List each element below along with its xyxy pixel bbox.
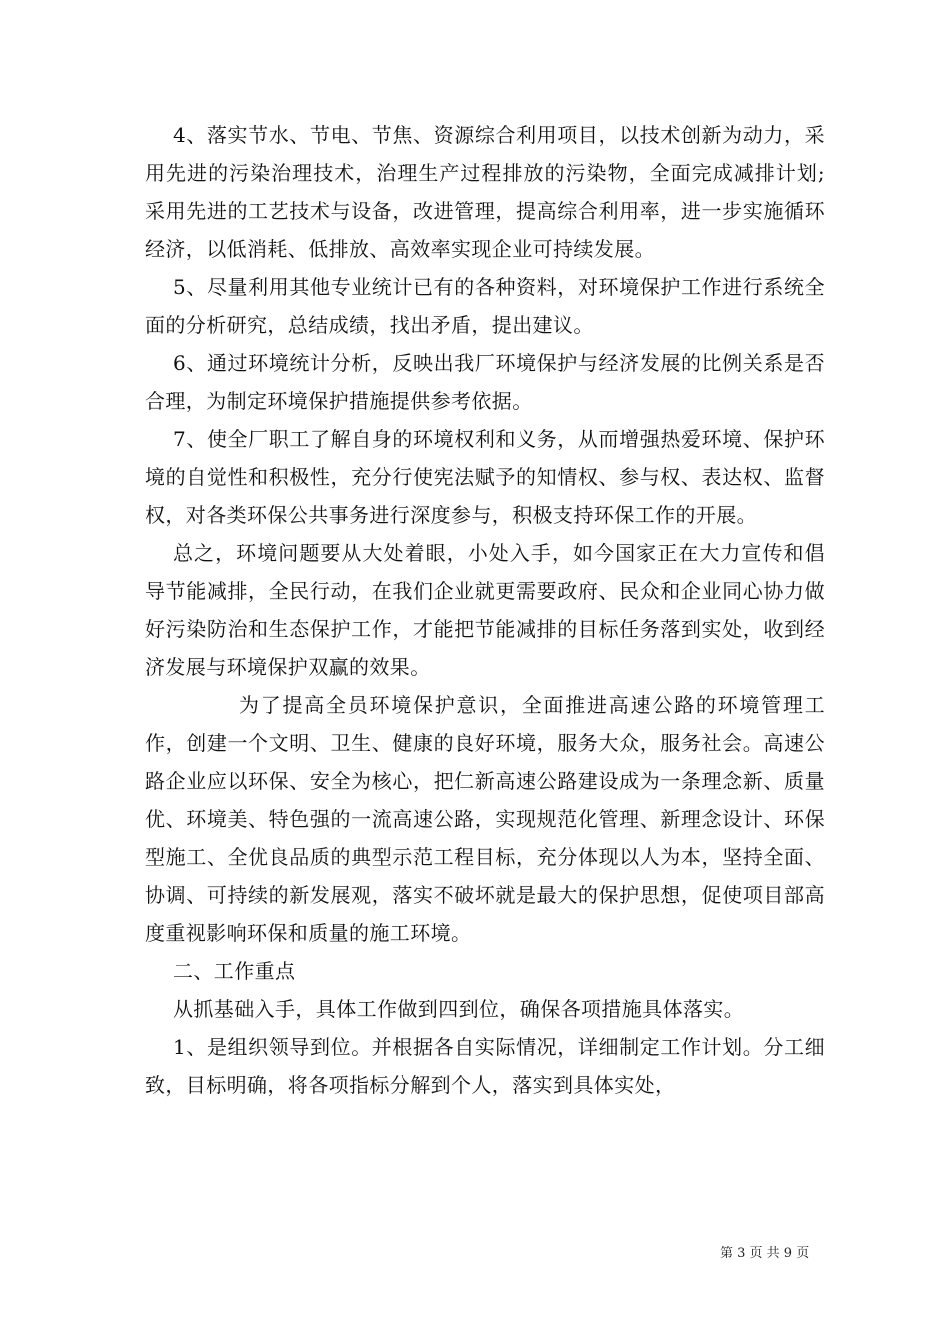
paragraph-item-7: 7、使全厂职工了解自身的环境权利和义务，从而增强热爱环境、保护环境的自觉性和积极性，充分行使宪法赋予的知情权、参与权、表达权、监督权，对各类环保公共事务进行深度参与，积极支持环保工作的开展。 [145, 427, 825, 527]
paragraph-item-1: 1、是组织领导到位。并根据各自实际情况，详细制定工作计划。分工细致，目标明确，将各项指标分解到个人，落实到具体实处， [145, 1035, 825, 1097]
paragraph-item-5: 5、尽量利用其他专业统计已有的各种资料，对环境保护工作进行系统全面的分析研究，总结成绩，找出矛盾，提出建议。 [145, 275, 825, 337]
paragraph-summary: 总之，环境问题要从大处着眼，小处入手，如今国家正在大力宣传和倡导节能减排，全民行动，在我们企业就更需要政府、民众和企业同心协力做好污染防治和生态保护工作，才能把节能减排的目标任务落到实处，收到经济发展与环境保护双赢的效果。 [145, 541, 825, 679]
paragraph-intro: 为了提高全员环境保护意识，全面推进高速公路的环境管理工作，创建一个文明、卫生、健康的良好环境，服务大众，服务社会。高速公路企业应以环保、安全为核心，把仁新高速公路建设成为一条理念新、质量优、环境美、特色强的一流高速公路，实现规范化管理、新理念设计、环保型施工、全优良品质的典型示范工程目标，充分体现以人为本，坚持全面、协调、可持续的新发展观，落实不破坏就是最大的保护思想，促使项目部高度重视影响环保和质量的施工环境。 [145, 693, 825, 945]
paragraph-item-6: 6、通过环境统计分析，反映出我厂环境保护与经济发展的比例关系是否合理，为制定环境保护措施提供参考依据。 [145, 351, 825, 413]
paragraph-item-4: 4、落实节水、节电、节焦、资源综合利用项目，以技术创新为动力，采用先进的污染治理技术，治理生产过程排放的污染物，全面完成减排计划;采用先进的工艺技术与设备，改进管理，提高综合利用率，进一步实施循环经济，以低消耗、低排放、高效率实现企业可持续发展。 [145, 123, 825, 261]
paragraph-basis: 从抓基础入手，具体工作做到四到位，确保各项措施具体落实。 [173, 997, 745, 1021]
document-body [145, 116, 825, 1104]
section-heading-work-focus: 二、工作重点 [173, 959, 296, 983]
page-number: 第 3 页 共 9 页 [720, 1246, 810, 1261]
